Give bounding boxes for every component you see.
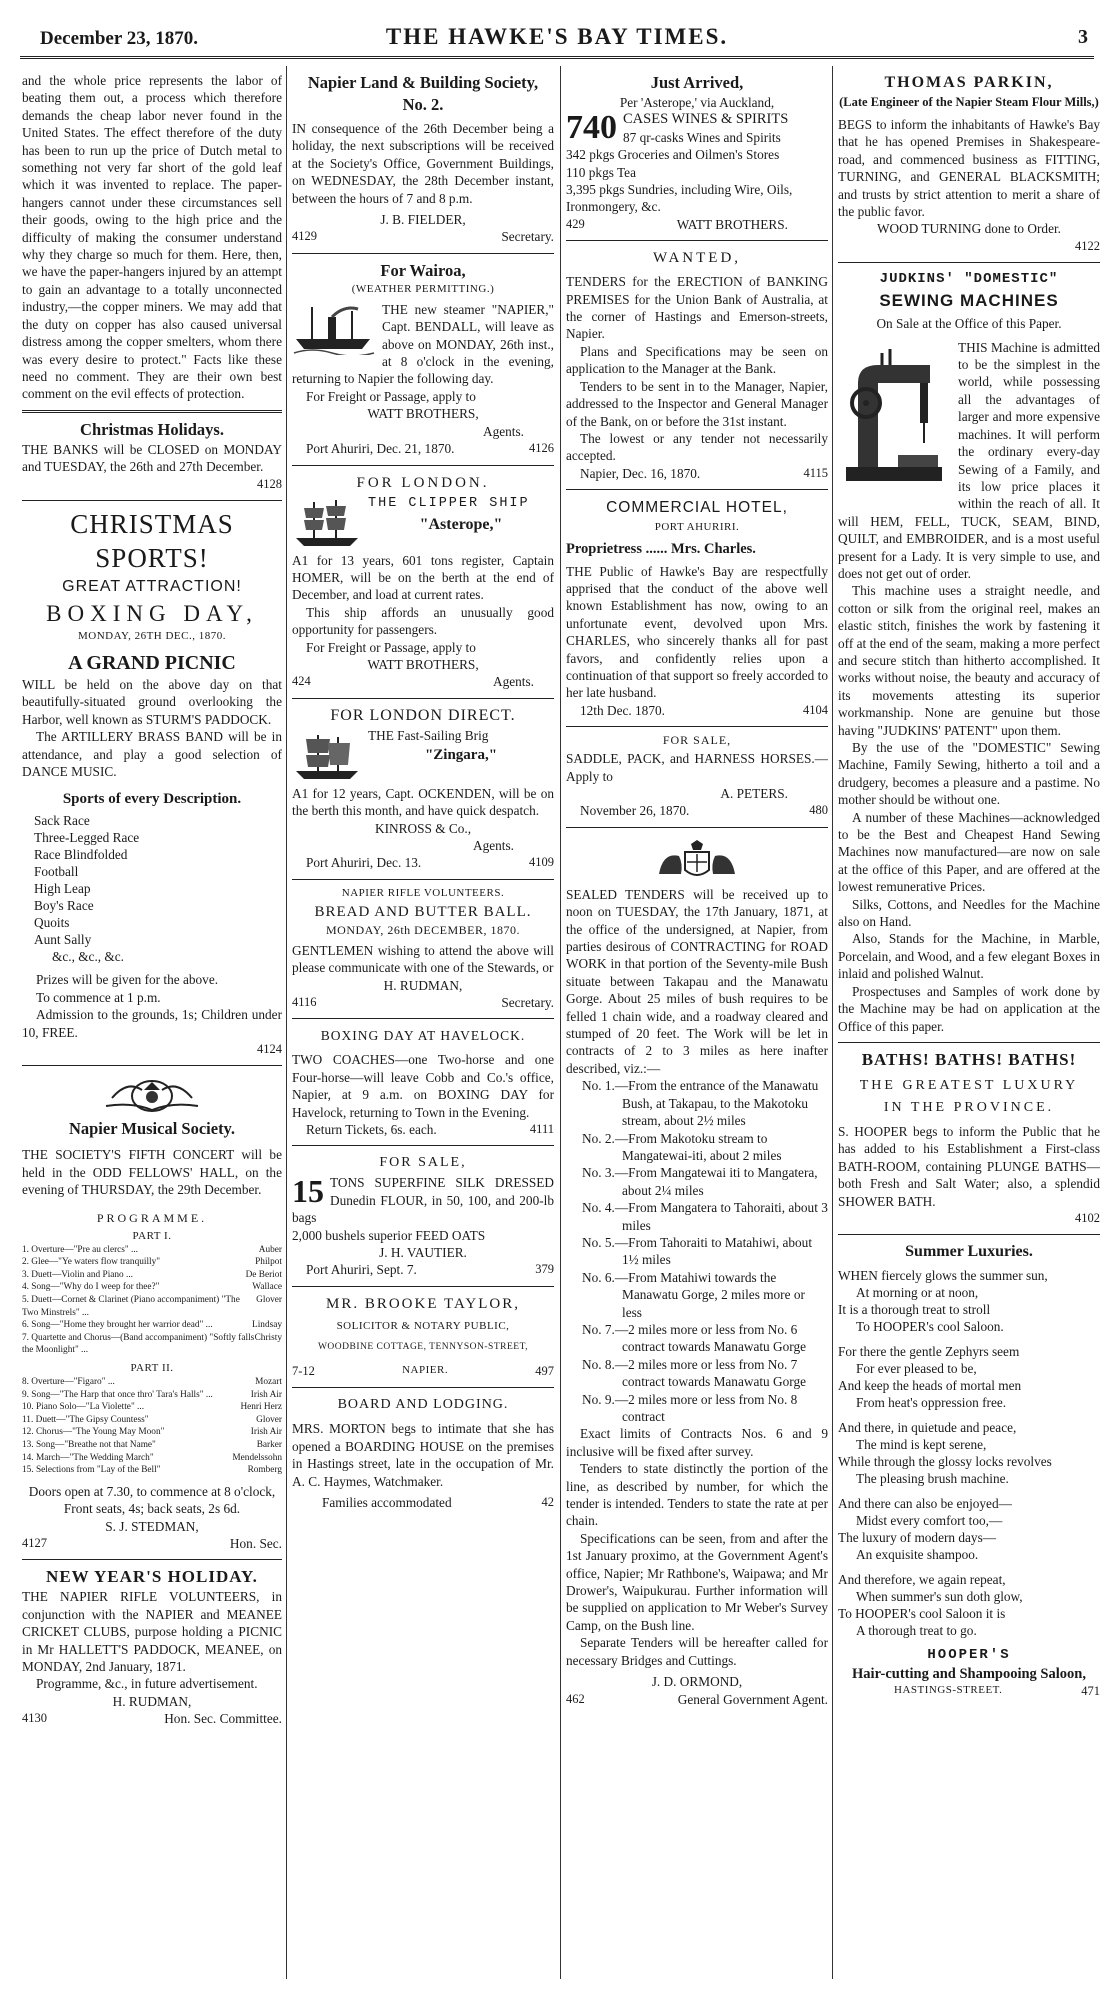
- ad-number: 42: [541, 1494, 554, 1509]
- list-item: Race Blindfolded: [34, 847, 128, 863]
- ad-footer: [22, 1710, 282, 1727]
- ship-name: "Asterope,": [419, 515, 503, 533]
- ad-date: 12th Dec. 1870.: [580, 702, 665, 718]
- ad-thomas-parkin: [838, 66, 1100, 263]
- royal-arms-icon: [649, 838, 745, 882]
- ad-signature: H. RUDMAN,: [112, 1693, 192, 1709]
- ad-signature: J. B. FIELDER,: [380, 212, 466, 228]
- ad-title: FOR SALE,: [379, 1155, 467, 1171]
- list-item: &c., &c., &c.: [52, 949, 125, 965]
- column-rule: [832, 66, 833, 1979]
- sewing-machine-icon: [838, 343, 950, 493]
- poem-line: From heat's oppression free.: [856, 1395, 1007, 1411]
- ad-number: 4109: [529, 855, 554, 870]
- picnic-heading: A GRAND PICNIC: [68, 651, 236, 674]
- list-item: Boy's Race: [34, 898, 94, 914]
- ad-body: A1 for 12 years, Capt. OCKENDEN, will be on the berth this month, and have quick despatch.: [292, 785, 554, 819]
- part-heading: PART II.: [130, 1361, 174, 1374]
- article-text: and the whole price represents the labor of beating them out, a process which therefore demands the cheap labor never found in the United States. The effect therefore of the duty has been to run up the price of Dutch metal to something not very far short of the gold leaf which it was invented to replace. The paper-hangers cannot under these circumstances sell their goods, owing to the high price and the difficulty of making the consumer understand why they charge so much for them. Here, then, we have the paper-hangers injured by an attempt to gain an advantage to a totally unconnected industry,—the copper miners. We may add that the duty on copper has also caused universal distress among the copper smelters, whom there was every desire to protect." Facts like these need no comment. They are their own best comment on the evil effects of protection.: [22, 73, 282, 402]
- ad-title: FOR SALE,: [662, 733, 732, 748]
- page-number: 3: [1078, 26, 1088, 48]
- stanza-gap: [838, 1563, 1100, 1571]
- ad-body: This machine uses a straight needle, and cotton or silk from the original reel, makes an elastic stitch, finishes the work by fastening it off at the end of the seam, making a more perfect and secure stitch than hitherto accomplished. It works without noise, the beauty and accuracy of its movements attesting its superior workmanship. None are genuine but those having "JUDKINS' PATENT" upon them.: [838, 583, 1100, 738]
- ad-signature: H. RUDMAN,: [383, 977, 463, 993]
- ad-line: 342 pkgs Groceries and Oilmen's Stores: [566, 147, 780, 163]
- poem-line: WHEN fiercely glows the summer sun,: [838, 1268, 1048, 1284]
- poem-line: The mind is kept serene,: [856, 1437, 987, 1453]
- ad-subtitle: Per 'Asterope,' via Auckland,: [619, 95, 775, 110]
- stanza-gap: [838, 1487, 1100, 1495]
- ad-address: WOODBINE COTTAGE, TENNYSON-STREET,: [317, 1341, 529, 1352]
- programme-list: [22, 1376, 282, 1477]
- ad-footer: [292, 1494, 554, 1511]
- poem-line: It is a thorough treat to stroll: [838, 1302, 991, 1318]
- ad-number: 424: [292, 674, 311, 689]
- poem-line: While through the glossy locks revolves: [838, 1454, 1052, 1470]
- list-item: 10. Piano Solo—"La Violette" ... Henri Herz: [22, 1402, 282, 1413]
- shop-subtitle: Hair-cutting and Shampooing Saloon,: [852, 1666, 1086, 1683]
- ad-body: SADDLE, PACK, and HARNESS HORSES.—Apply to: [566, 751, 828, 784]
- column-4: [838, 66, 1100, 1979]
- ad-title: For Wairoa,: [380, 260, 466, 280]
- ad-body: Separate Tenders will be hereafter called for necessary Bridges and Cuttings.: [566, 1635, 828, 1668]
- poem-line: An exquisite shampoo.: [856, 1547, 979, 1563]
- ad-footer: [566, 802, 828, 819]
- ad-body: THIS Machine is admitted to be the simplest in the world, while possessing all the advantages of larger and more expensive machines. It will perform the ordinary every-day Sewing of a Family, and its low price places it within the reach of all. It will HEM, FELL, TUCK, SEAM, BIND, QUILT, and EMBROIDER, and is a most useful present for a Lady. It is very simple to use, and does not get out of order.: [838, 339, 1100, 581]
- crest-icon: [92, 1076, 212, 1114]
- ad-number: 462: [566, 1691, 585, 1706]
- ship-name: "Zingara,": [424, 747, 498, 764]
- list-item: No. 4.—From Mangatera to Tahoraiti, about 3 miles: [582, 1200, 828, 1233]
- ad-body: This ship affords an unusually good opportunity for passengers.: [292, 604, 554, 638]
- ad-place-date: Port Ahuriri, Dec. 21, 1870.: [306, 441, 455, 457]
- ad-number: 4111: [529, 1122, 554, 1137]
- ad-number: 4104: [803, 702, 828, 717]
- ad-role: Secretary.: [501, 229, 554, 245]
- ad-role: General Government Agent.: [677, 1691, 828, 1707]
- ad-wairoa-steamer: [292, 254, 554, 466]
- ad-title: FOR LONDON DIRECT.: [330, 706, 516, 724]
- ad-body: TWO COACHES—one Two-horse and one Four-horse—will leave Cobb and Co.'s office, Napier, at 9 a.m. on BOXING DAY for Havelock, returning to Town in the Evening.: [292, 1052, 554, 1120]
- ad-signature: WATT BROTHERS,: [367, 656, 479, 672]
- ad-body: The ARTILLERY BRASS BAND will be in attendance, and play a good selection of DANCE MUSIC.: [22, 729, 282, 779]
- ad-body: Plans and Specifications may be seen on application to the Manager at the Bank.: [566, 343, 828, 377]
- quantity: 740: [566, 109, 617, 147]
- ad-number: 471: [1081, 1684, 1100, 1699]
- list-item: No. 2.—From Makotoku stream to Mangatewai-iti, about 2 miles: [582, 1130, 782, 1163]
- ad-title: MR. BROOKE TAYLOR,: [326, 1295, 520, 1312]
- list-item: Quoits: [34, 915, 70, 931]
- ad-brooke-taylor: [292, 1287, 554, 1388]
- ad-body: MRS. MORTON begs to intimate that she has opened a BOARDING HOUSE on the premises in Hastings street, late in the occupation of Mr. A. C. Haymes, Watchmaker.: [292, 1421, 554, 1489]
- ad-line: WOOD TURNING done to Order.: [876, 221, 1062, 237]
- ad-title: BOXING DAY AT HAVELOCK.: [320, 1028, 526, 1044]
- ad-building-society: [292, 66, 554, 254]
- ad-line: 87 qr-casks Wines and Spirits: [623, 129, 781, 145]
- ad-body: 2,000 bushels superior FEED OATS: [292, 1227, 486, 1243]
- ad-title: WANTED,: [652, 250, 742, 267]
- ad-footer: [292, 854, 554, 871]
- ad-body: BEGS to inform the inhabitants of Hawke's Bay that he has opened Premises in Shakespeare-road, and commenced business as FITTING, TURNING, and GENERAL BLACKSMITH; and trusts by strict attention to merit a share of the public favor.: [838, 117, 1100, 220]
- ad-body: THE SOCIETY'S FIFTH CONCERT will be held in the ODD FELLOWS' HALL, on the evening of THURSDAY, the 29th December.: [22, 1147, 282, 1198]
- ad-summer-luxuries: [838, 1235, 1100, 1707]
- list-item: 4. Song—"Why do I weep for thee?" Wallace: [22, 1282, 282, 1293]
- ad-title: COMMERCIAL HOTEL,: [606, 499, 788, 517]
- ad-number: 4116: [292, 995, 317, 1009]
- poem-line: For there the gentle Zephyrs seem: [838, 1344, 1020, 1360]
- ad-road-tenders: [566, 828, 828, 1715]
- ad-commercial-hotel: [566, 490, 828, 727]
- list-item: 9. Song—"The Harp that once thro' Tara's Halls" ... Irish Air: [22, 1389, 282, 1400]
- event-date: MONDAY, 26TH DEC., 1870.: [78, 629, 226, 642]
- ad-body: To commence at 1 p.m.: [36, 989, 161, 1005]
- ad-footer: [566, 1691, 828, 1708]
- column-rule: [560, 66, 561, 1979]
- programme-heading: PROGRAMME.: [96, 1210, 208, 1225]
- shop-name: HOOPER'S: [927, 1647, 1011, 1664]
- column-2: [292, 66, 554, 1979]
- ad-role: Hon. Sec. Committee.: [164, 1711, 282, 1727]
- list-item: No. 8.—2 miles more or less from No. 7 contract towards Manawatu Gorge: [582, 1356, 807, 1390]
- ad-footer: [292, 228, 554, 245]
- steamer-icon: [292, 299, 376, 355]
- sports-list: [34, 812, 282, 965]
- ad-baths: [838, 1043, 1100, 1235]
- ad-title: THOMAS PARKIN,: [884, 74, 1054, 91]
- ad-wanted-tenders: [566, 241, 828, 490]
- poem-line: And therefore, we again repeat,: [838, 1572, 1006, 1588]
- list-item: Aunt Sally: [34, 932, 92, 948]
- column-1: [22, 66, 282, 1979]
- ad-subtitle: THE GREATEST LUXURY: [859, 1077, 1079, 1093]
- ad-footer: [292, 1121, 554, 1138]
- ad-footer: [566, 702, 828, 719]
- poem-line: To HOOPER's cool Saloon.: [856, 1319, 1004, 1335]
- poem-line: And there can also be enjoyed—: [838, 1496, 1012, 1512]
- ad-body: S. HOOPER begs to inform the Public that he has added to his Establishment a First-class BATH-ROOM, containing PLUNGE BATHS—both Fresh and Salt Water; also, a splendid SHOWER BATH.: [838, 1123, 1100, 1209]
- ad-footer: [292, 994, 554, 1011]
- ad-body: TENDERS for the ERECTION of BANKING PREMISES for the Union Bank of Australia, at the corner of Hastings and Emerson-streets, Napier.: [566, 274, 828, 342]
- ad-number: 4122: [1075, 238, 1100, 253]
- list-item: 15. Selections from "Lay of the Bell" Romberg: [22, 1465, 282, 1476]
- ad-body: Programme, &c., in future advertisement.: [36, 1676, 258, 1692]
- list-item: No. 3.—From Mangatewai iti to Mangatera, about 2¼ miles: [582, 1165, 818, 1198]
- issue-date: December 23, 1870.: [40, 28, 198, 49]
- ad-subtitle: (WEATHER PERMITTING.): [351, 282, 495, 295]
- ad-subtitle: (Late Engineer of the Napier Steam Flour Mills,): [839, 95, 1099, 109]
- list-item: 2. Glee—"Ye waters flow tranquilly" Philpot: [22, 1257, 282, 1268]
- event-date: MONDAY, 26th DECEMBER, 1870.: [325, 922, 521, 937]
- ad-footer: [22, 1535, 282, 1552]
- list-item: No. 7.—2 miles more or less from No. 6 contract towards Manawatu Gorge: [582, 1321, 807, 1355]
- ad-line: 3,395 pkgs Sundries, including Wire, Oils, Ironmongery, &c.: [566, 182, 793, 215]
- ad-body: A1 for 13 years, 601 tons register, Captain HOMER, will be on the berth at the end of December, and load at current rates.: [292, 552, 554, 603]
- ad-new-years-holiday: [22, 1560, 282, 1734]
- ad-line: CASES WINES & SPIRITS: [623, 111, 789, 128]
- ad-number: 4115: [803, 465, 828, 480]
- ad-body: Tenders to be sent in to the Manager, Napier, addressed to the Inspector and General Manager of the Bank, on or before the 31st instant.: [566, 378, 828, 429]
- ad-body: THE Public of Hawke's Bay are respectfully apprised that the conduct of the above well known Establishment has now, owing to an unfortunate event, devolved upon Mrs. CHARLES, who sincerely thanks all for past favors, and confidently relies upon a continuation of that support so freely accorded to her late husband.: [566, 563, 828, 701]
- ad-signature: A. PETERS.: [720, 786, 788, 801]
- ad-subtitle: No. 2.: [402, 95, 444, 114]
- ad-subtitle: GREAT ATTRACTION!: [62, 577, 242, 595]
- ad-body: Admission to the grounds, 1s; Children under 10, FREE.: [22, 1007, 282, 1040]
- ad-body: Silks, Cottons, and Needles for the Machine also on Hand.: [838, 896, 1100, 930]
- ad-title: Napier Musical Society.: [68, 1119, 236, 1139]
- ad-signature: J. D. ORMOND,: [651, 1674, 743, 1690]
- list-item: 14. March—"The Wedding March" Mendelssohn: [22, 1452, 282, 1463]
- ad-title: JUDKINS' "DOMESTIC": [879, 271, 1059, 288]
- ad-number: 7-12: [292, 1363, 315, 1378]
- ad-signature: WATT BROTHERS,: [367, 406, 479, 422]
- list-item: 5. Duett—Cornet & Clarinet (Piano accompaniment) "The Two Minstrels" ... Glover: [22, 1295, 282, 1318]
- ad-role: Secretary.: [501, 995, 554, 1010]
- ad-for-london: [292, 466, 554, 699]
- ad-subtitle: IN THE PROVINCE.: [883, 1099, 1055, 1115]
- ad-subtitle: THE CLIPPER SHIP: [368, 495, 530, 511]
- stanza-gap: [838, 1411, 1100, 1419]
- ad-number: 4102: [1075, 1210, 1100, 1225]
- ad-christmas-sports: [22, 501, 282, 1066]
- ad-place-date: Port Ahuriri, Sept. 7.: [306, 1262, 417, 1278]
- poem-line: For ever pleased to be,: [856, 1361, 977, 1377]
- ad-number: 4126: [529, 441, 554, 456]
- ad-body: Front seats, 4s; back seats, 2s 6d.: [63, 1501, 241, 1517]
- ad-body: THE new steamer "NAPIER," Capt. BENDALL, will leave as above on MONDAY, 26th inst., at 8 o'clock in the evening, returning to Napier the following day.: [292, 301, 554, 387]
- ad-number: 429: [566, 216, 585, 231]
- ad-footer: [566, 216, 828, 233]
- poem-line: At morning or at noon,: [856, 1285, 979, 1301]
- list-item: 11. Duett—"The Gipsy Countess" Glover: [22, 1414, 282, 1425]
- ad-subtitle: BREAD AND BUTTER BALL.: [314, 903, 532, 920]
- ad-title: Summer Luxuries.: [905, 1243, 1033, 1261]
- ad-title: NEW YEAR'S HOLIDAY.: [46, 1567, 258, 1587]
- ad-rifle-volunteers: [292, 880, 554, 1020]
- ad-footer: [566, 465, 828, 482]
- column-rule: [286, 66, 287, 1979]
- ad-note: Families accommodated: [322, 1494, 452, 1510]
- ad-title: Just Arrived,: [650, 73, 744, 92]
- ad-signature: WATT BROTHERS.: [676, 216, 788, 232]
- ad-footer: [292, 1363, 554, 1380]
- sailing-ship-icon: [292, 496, 362, 552]
- ad-footer: [292, 440, 554, 457]
- list-item: 1. Overture—"Pre au clercs" ... Auber: [22, 1244, 282, 1255]
- ad-signature: J. H. VAUTIER.: [379, 1245, 467, 1261]
- list-item: No. 6.—From Matahiwi towards the Manawatu Gorge, 2 miles more or less: [582, 1269, 805, 1320]
- ad-body: Prizes will be given for the above.: [36, 972, 219, 988]
- ad-body: Specifications can be seen, from and after the 1st January proximo, at the Government Agent's office, Napier; Mr Rathbone's, Waipawa; and Mr Drower's, Waipukurau. Further information will be supplied on application to Mr Weber's Survey Camp, on the Bush line.: [566, 1530, 828, 1633]
- ad-place-date: Port Ahuriri, Dec. 13.: [306, 855, 422, 871]
- ad-body: Doors open at 7.30, to commence at 8 o'clock,: [28, 1483, 276, 1499]
- ad-footer: [292, 673, 554, 690]
- list-item: No. 1.—From the entrance of the Manawatu Bush, at Takapau, to the Makotoku stream, about 2½ miles: [582, 1078, 819, 1129]
- poem-line: And there, in quietude and peace,: [838, 1420, 1017, 1436]
- ad-body: THE NAPIER RIFLE VOLUNTEERS, in conjunction with the NAPIER and MEANEE CRICKET CLUBS, purpose holding a PICNIC in Mr HALLETT'S PADDOCK, MEANEE, on MONDAY, 2nd January, 1871.: [22, 1589, 282, 1674]
- ad-body: WILL be held on the above day on that beautifully-situated ground overlooking the Harbor, well known as STURM'S PADDOCK.: [22, 676, 282, 727]
- ad-havelock-coaches: [292, 1019, 554, 1146]
- stanza-gap: [838, 1335, 1100, 1343]
- ad-role: Hon. Sec.: [229, 1535, 282, 1551]
- list-item: 8. Overture—"Figaro" ... Mozart: [22, 1376, 282, 1387]
- article-continuation: [22, 66, 282, 413]
- ad-body: Tenders to state distinctly the portion of the line, as described by number, for which the tender is intended. Tenders to state the rate at per chain.: [566, 1461, 828, 1529]
- ad-horses-sale: [566, 727, 828, 828]
- list-item: 7. Quartette and Chorus—(Band accompaniment) "Softly falls the Moonlight" ... Christy: [22, 1332, 282, 1356]
- ad-title: Napier Land & Building Society,: [307, 73, 539, 92]
- ad-title: BOARD AND LODGING.: [337, 1397, 509, 1413]
- list-item: 13. Song—"Breathe not that Name" Barker: [22, 1439, 282, 1450]
- ad-subtitle: THE Fast-Sailing Brig: [368, 727, 489, 743]
- ad-role: Agents.: [483, 423, 524, 439]
- poem-line: The pleasing brush machine.: [856, 1471, 1009, 1487]
- ad-footer: [292, 1261, 554, 1278]
- ad-body: A number of these Machines—acknowledged to be the Best and Cheapest Hand Sewing Machines now manufactured—are now on sale at the office of this Paper, and are offered at the lowest remunerative Prices.: [838, 809, 1100, 895]
- ad-number: 379: [535, 1262, 554, 1277]
- poem: [838, 1267, 1100, 1639]
- list-item: High Leap: [34, 881, 91, 897]
- ad-just-arrived: [566, 66, 828, 241]
- column-3: [566, 66, 828, 1979]
- shop-street: HASTINGS-STREET.: [894, 1684, 1003, 1697]
- poem-line: A thorough treat to go.: [856, 1623, 977, 1639]
- poem-line: Midst every comfort too,—: [856, 1513, 1003, 1529]
- ad-role: Agents.: [493, 674, 534, 690]
- ad-title: CHRISTMAS SPORTS!: [70, 508, 234, 573]
- list-item: 6. Song—"Home they brought her warrior dead" ... Lindsay: [22, 1320, 282, 1331]
- ad-christmas-holidays: [22, 413, 282, 501]
- quantity: 15: [292, 1173, 324, 1210]
- ad-subtitle: SOLICITOR & NOTARY PUBLIC,: [336, 1319, 510, 1332]
- ad-board-lodging: [292, 1388, 554, 1518]
- ad-date: November 26, 1870.: [580, 803, 690, 819]
- poem-line: To HOOPER's cool Saloon it is: [838, 1606, 1006, 1622]
- ad-number: 497: [535, 1363, 554, 1378]
- ad-title: FOR LONDON.: [356, 474, 490, 491]
- sports-heading: Sports of every Description.: [62, 791, 242, 808]
- proprietress: Proprietress ...... Mrs. Charles.: [566, 541, 756, 558]
- ad-tickets: Return Tickets, 6s. each.: [306, 1122, 437, 1138]
- brig-icon: [292, 729, 362, 785]
- masthead: [20, 8, 1094, 59]
- contract-list: [566, 1077, 828, 1425]
- ad-title: NAPIER RIFLE VOLUNTEERS.: [341, 886, 505, 899]
- ad-number: 4130: [22, 1711, 47, 1726]
- ad-footer: [838, 1683, 1100, 1700]
- ad-title: BATHS! BATHS! BATHS!: [861, 1049, 1077, 1069]
- ad-number: 4124: [257, 1042, 282, 1056]
- ad-place: NAPIER.: [402, 1363, 449, 1376]
- poem-line: The luxury of modern days—: [838, 1530, 997, 1546]
- ad-place-date: Napier, Dec. 16, 1870.: [580, 465, 701, 481]
- ad-body: GENTLEMEN wishing to attend the above will please communicate with one of the Stewards, or: [292, 942, 554, 976]
- ad-body: By the use of the "DOMESTIC" Sewing Machine, Family Sewing, hitherto a toil and a drudgery, becomes a pleasure and a pastime. No mother should be without one.: [838, 740, 1100, 808]
- ad-body: THE BANKS will be CLOSED on MONDAY and TUESDAY, the 26th and 27th December.: [22, 441, 282, 475]
- list-item: Three-Legged Race: [34, 830, 140, 846]
- programme-list: [22, 1244, 282, 1357]
- list-item: No. 5.—From Tahoraiti to Matahiwi, about 1½ miles: [582, 1234, 813, 1268]
- ad-number: 480: [809, 803, 828, 818]
- ad-body: Also, Stands for the Machine, in Marble, Porcelain, and Wood, and a few elegant Boxes in inlaid and polished Walnut.: [838, 931, 1100, 982]
- ad-body: IN consequence of the 26th December being a holiday, the next subscriptions will be received at the Society's Office, Government Buildings, on WEDNESDAY, the 28th December instant, between the hours of 7 and 8 p.m.: [292, 121, 554, 206]
- ad-body: For Freight or Passage, apply to: [306, 639, 476, 655]
- newspaper-title: THE HAWKE'S BAY TIMES.: [385, 24, 729, 49]
- ad-body: SEALED TENDERS will be received up to noon on TUESDAY, the 17th January, 1871, at the office of the undersigned, at Napier, from parties desirous of CONTRACTING for ROAD WORK in that portion of the Seventy-mile Bush situate between Takapau and the Manawatu Gorge. About 25 miles of bush requires to be felled 1 chain wide, and a roadway cleared and stumped of 20 feet. The Work will be let in contracts of 2 to 3 miles as here inafter described, viz.:—: [566, 886, 828, 1076]
- ad-london-direct: [292, 699, 554, 880]
- ad-body: For Freight or Passage, apply to: [306, 388, 476, 404]
- ad-signature: S. J. STEDMAN,: [105, 1518, 199, 1534]
- ad-title: Christmas Holidays.: [80, 419, 224, 439]
- poem-line: When summer's sun doth glow,: [856, 1589, 1023, 1605]
- ad-body: Prospectuses and Samples of work done by the Machine may be had on application at the Office of this paper.: [838, 983, 1100, 1034]
- ad-body: TONS SUPERFINE SILK DRESSED Dunedin FLOUR, in 50, 100, and 200-lb bags: [292, 1175, 554, 1226]
- list-item: Sack Race: [34, 813, 90, 829]
- part-heading: PART I.: [132, 1229, 172, 1242]
- list-item: 12. Chorus—"The Young May Moon" Irish Air: [22, 1427, 282, 1438]
- ad-subtitle: PORT AHURIRI.: [654, 521, 740, 534]
- list-item: Football: [34, 864, 79, 880]
- poem-line: And keep the heads of mortal men: [838, 1378, 1022, 1394]
- ad-musical-society: [22, 1066, 282, 1560]
- ad-subtitle: SEWING MACHINES: [879, 291, 1059, 311]
- ad-body: The lowest or any tender not necessarily accepted.: [566, 430, 828, 464]
- ad-number: 4129: [292, 229, 317, 244]
- ad-judkins-sewing: [838, 263, 1100, 1043]
- ad-line: 110 pkgs Tea: [566, 164, 636, 180]
- list-item: No. 9.—2 miles more or less from No. 8 contract: [582, 1391, 798, 1424]
- ad-role: Agents.: [473, 837, 514, 853]
- ad-line: On Sale at the Office of this Paper.: [876, 316, 1062, 332]
- list-item: 3. Duett—Violin and Piano ... De Beriot: [22, 1269, 282, 1280]
- ad-flour-sale: [292, 1146, 554, 1286]
- boxing-day-heading: BOXING DAY,: [46, 600, 258, 626]
- ad-number: 4128: [257, 476, 282, 491]
- ad-number: 4127: [22, 1535, 47, 1550]
- ad-signature: KINROSS & Co.,: [374, 820, 472, 836]
- ad-body: Exact limits of Contracts Nos. 6 and 9 inclusive will be fixed after survey.: [566, 1426, 828, 1459]
